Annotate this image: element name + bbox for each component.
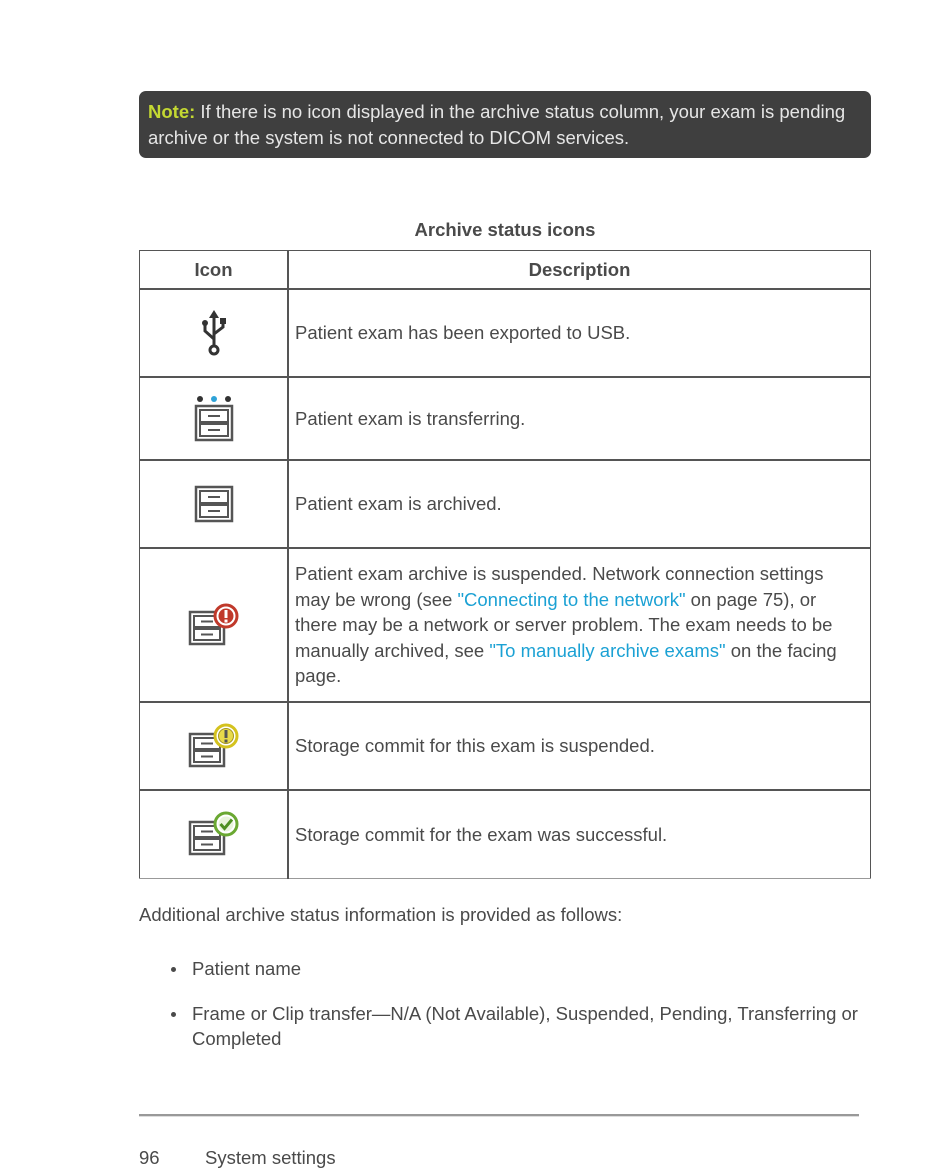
storage-commit-success-icon bbox=[187, 810, 241, 858]
description-text: on page 75), or there may be a network or server problem. The exam needs to be manually archived, see bbox=[295, 588, 833, 661]
archive-icon bbox=[192, 484, 236, 524]
table-row bbox=[140, 377, 871, 460]
archive-suspended-icon bbox=[187, 603, 241, 647]
list-item-text: Frame or Clip transfer—N/A (Not Available), Suspended, Pending, Transferring or Completed bbox=[192, 1002, 858, 1049]
description-cell: Patient exam has been exported to USB. bbox=[288, 289, 871, 377]
table-row bbox=[140, 460, 871, 548]
description-cell: Storage commit for the exam was successful. bbox=[288, 790, 871, 878]
icon-cell bbox=[140, 377, 289, 460]
description-text: on the facing page. bbox=[295, 639, 837, 687]
description-cell bbox=[288, 548, 871, 702]
icon-cell bbox=[140, 548, 289, 702]
list-item bbox=[139, 1001, 874, 1052]
list-item-text: Patient name bbox=[192, 958, 302, 979]
archive-transferring-icon bbox=[192, 395, 236, 443]
usb-icon bbox=[197, 309, 231, 357]
icon-cell bbox=[140, 460, 289, 548]
archive-status-table bbox=[139, 250, 871, 879]
page-number: 96 bbox=[139, 1147, 160, 1168]
table-row bbox=[140, 548, 871, 702]
section-title: System settings bbox=[205, 1147, 336, 1168]
page-footer bbox=[139, 1146, 336, 1170]
table-caption: Archive status icons bbox=[414, 219, 596, 240]
description-cell: Patient exam is archived. bbox=[288, 460, 871, 548]
description-cell: Storage commit for this exam is suspended. bbox=[288, 702, 871, 790]
bullet-icon bbox=[171, 1012, 176, 1017]
connecting-to-network-link[interactable]: "Connecting to the network" bbox=[457, 588, 686, 610]
table-header-row bbox=[140, 251, 871, 290]
footer-divider bbox=[139, 1114, 859, 1116]
additional-info-paragraph: Additional archive status information is provided as follows: bbox=[139, 904, 623, 925]
icon-cell bbox=[140, 289, 289, 377]
table-row bbox=[140, 702, 871, 790]
note-label: Note: bbox=[148, 101, 196, 122]
table-row bbox=[140, 289, 871, 377]
note-text: If there is no icon displayed in the archive status column, your exam is pending archive or the system is not connected to DICOM services. bbox=[148, 101, 846, 148]
bullet-icon bbox=[171, 967, 176, 972]
description-cell: Patient exam is transferring. bbox=[288, 377, 871, 460]
note-box bbox=[139, 91, 871, 158]
list-item bbox=[139, 956, 874, 982]
description-text: Patient exam archive is suspended. Network connection settings may be wrong (see bbox=[295, 563, 824, 610]
status-info-list bbox=[139, 956, 874, 1071]
icon-cell bbox=[140, 790, 289, 878]
storage-commit-suspended-icon bbox=[187, 722, 241, 770]
description-column-header: Description bbox=[288, 251, 871, 290]
icon-column-header: Icon bbox=[140, 251, 289, 290]
icon-cell bbox=[140, 702, 289, 790]
manually-archive-exams-link[interactable]: "To manually archive exams" bbox=[489, 639, 726, 661]
table-row bbox=[140, 790, 871, 878]
